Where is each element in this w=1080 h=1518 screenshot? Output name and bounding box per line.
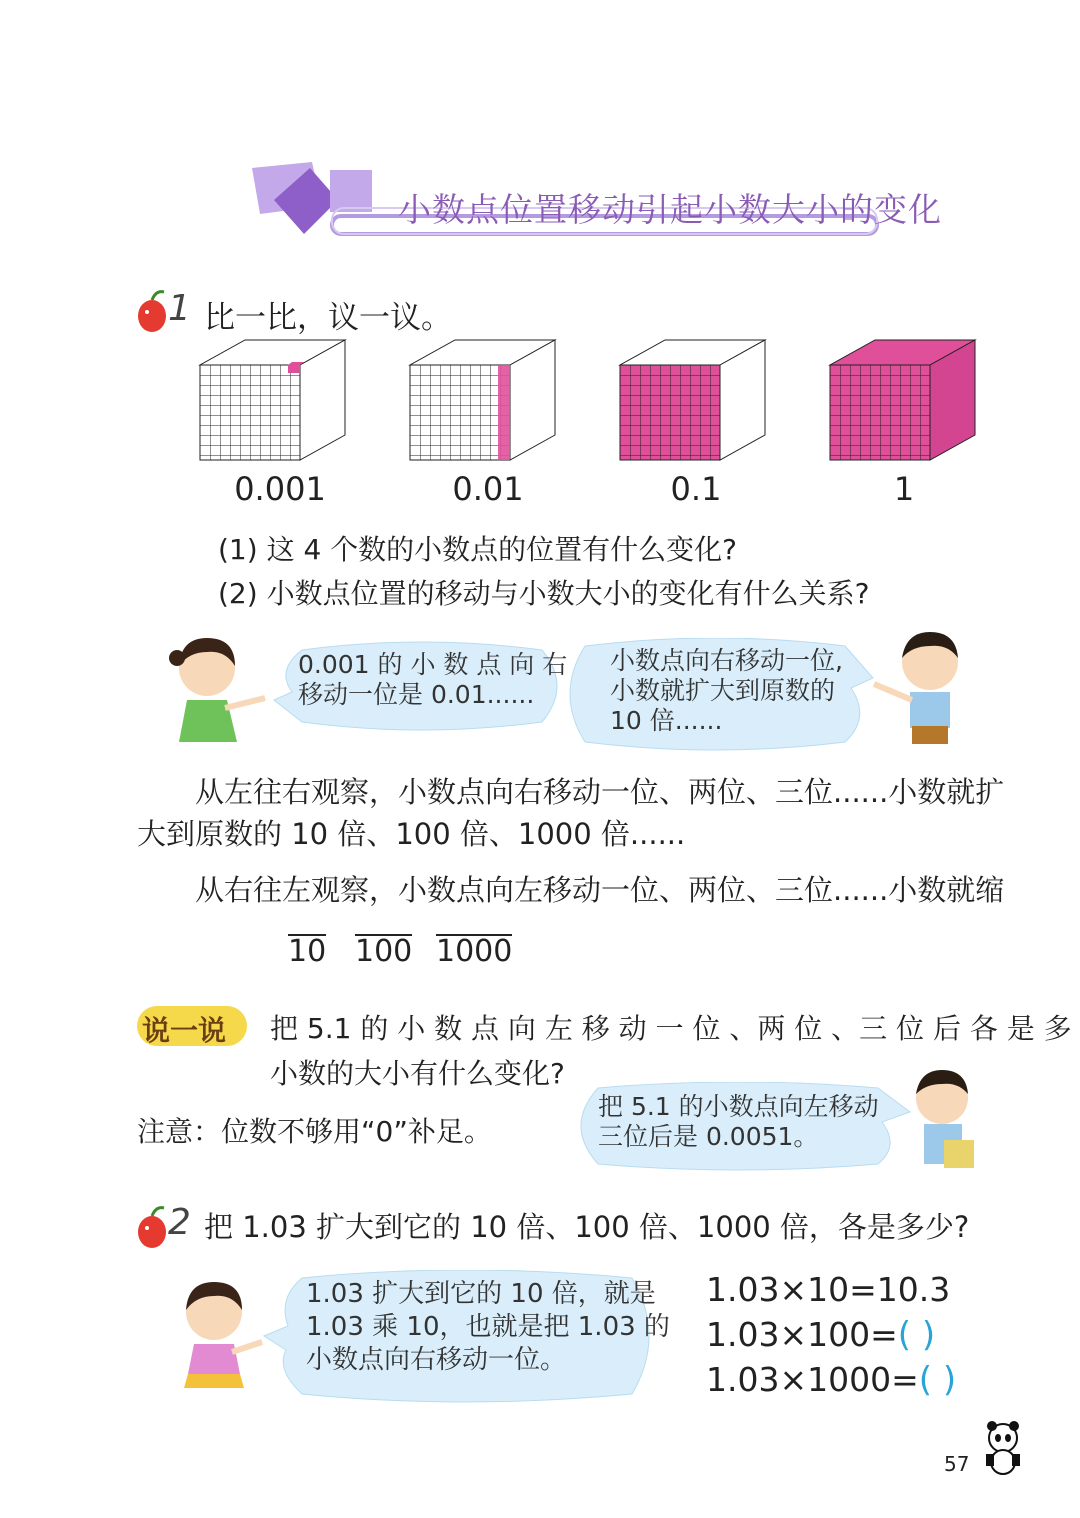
note-text: 注意：位数不够用“0”补足。 — [137, 1115, 492, 1148]
bubble-line: 三位后是 0.0051。 — [598, 1122, 819, 1151]
fraction-denominator: 10 — [288, 934, 327, 969]
boy-illustration — [900, 1060, 990, 1180]
bubble-line: 移动一位是 0.01...... — [298, 680, 535, 709]
paragraph-line: 从左往右观察，小数点向右移动一位、两位、三位......小数就扩 — [195, 775, 1005, 809]
question-2: (2) 小数点位置的移动与小数大小的变化有什么关系? — [218, 577, 870, 610]
paragraph-line: 从右往左观察，小数点向左移动一位、两位、三位......小数就缩 — [195, 873, 1005, 907]
bubble-line: 小数点向右移动一位, — [610, 646, 843, 675]
bubble-line: 0.001 的 小 数 点 向 右 — [298, 650, 568, 679]
page-number: 57 — [944, 1452, 970, 1476]
fraction-denominator: 100 — [355, 934, 413, 969]
cube-label: 0.1 — [670, 470, 722, 508]
answer-blank[interactable]: ( ) — [918, 1360, 957, 1400]
cube-001 — [410, 340, 555, 460]
bubble-line: 10 倍...... — [610, 706, 723, 735]
bubble-boy2-text — [598, 1092, 879, 1152]
girl-illustration — [168, 1270, 268, 1395]
cubes-figure — [195, 335, 995, 470]
bubble-boy1-text — [610, 646, 843, 736]
bubble-line: 小数点向右移动一位。 — [306, 1345, 567, 1375]
fraction-denominator: 1000 — [436, 934, 513, 969]
question-1: (1) 这 4 个数的小数点的位置有什么变化? — [218, 533, 738, 566]
equation-row — [706, 1270, 950, 1309]
panda-icon — [978, 1420, 1028, 1478]
section-number: 1 — [168, 288, 191, 329]
section-heading: 比一比，议一议。 — [204, 300, 452, 336]
section-number: 2 — [168, 1202, 191, 1243]
say-badge: 说一说 — [142, 1014, 227, 1047]
say-text-line2: 小数的大小有什么变化? — [270, 1057, 565, 1090]
bubble-line: 1.03 乘 10，也就是把 1.03 的 — [306, 1312, 670, 1342]
paragraph-line: 大到原数的 10 倍、100 倍、1000 倍...... — [137, 817, 686, 851]
cube-label: 1 — [893, 470, 915, 508]
boy-illustration — [868, 622, 983, 747]
equation-text: 1.03×100= — [706, 1315, 898, 1354]
page-title: 小数点位置移动引起小数大小的变化 — [398, 190, 942, 229]
bubble-line: 1.03 扩大到它的 10 倍，就是 — [306, 1279, 656, 1309]
cube-0001 — [200, 340, 345, 460]
say-text-line1: 把 5.1 的 小 数 点 向 左 移 动 一 位 、两 位 、三 位 后 各 是 多 — [270, 1012, 1072, 1045]
cube-1 — [830, 340, 975, 460]
equation-row — [706, 1315, 935, 1355]
equation-text: 1.03×10=10.3 — [706, 1270, 951, 1309]
girl-illustration — [165, 630, 275, 745]
bubble-line: 小数就扩大到原数的 — [610, 676, 836, 705]
equation-row — [706, 1360, 956, 1400]
bubble-girl2-text — [306, 1278, 670, 1377]
answer-blank[interactable]: ( ) — [897, 1315, 936, 1355]
bubble-girl1-text — [298, 650, 567, 710]
section-heading: 把 1.03 扩大到它的 10 倍、100 倍、1000 倍，各是多少? — [204, 1210, 970, 1244]
cube-label: 0.01 — [452, 470, 524, 508]
cube-01 — [620, 340, 765, 460]
cube-label: 0.001 — [234, 470, 326, 508]
bubble-line: 把 5.1 的小数点向左移动 — [598, 1092, 879, 1121]
equation-text: 1.03×1000= — [706, 1360, 919, 1399]
